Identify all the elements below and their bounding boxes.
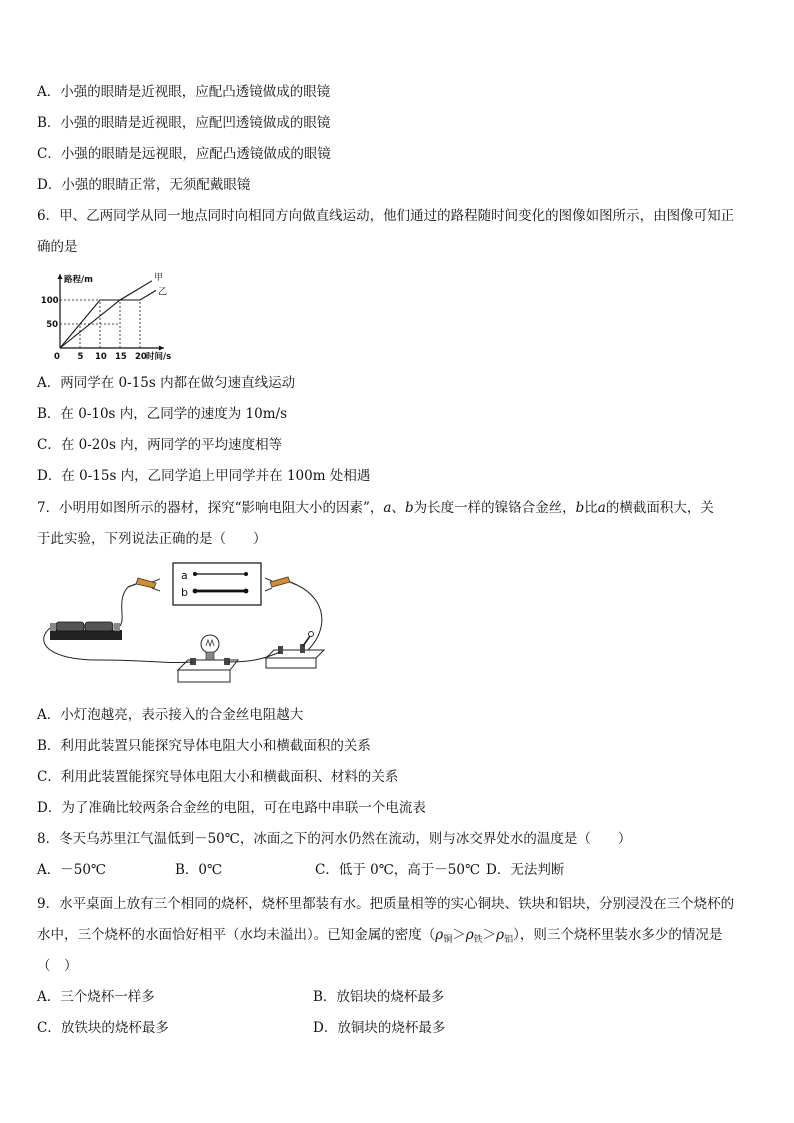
q7-stem-part4: 的横截面积大，关 (605, 500, 714, 516)
x-axis-arrow (159, 346, 164, 351)
q6-option-c: C．在 0-20s 内，两同学的平均速度相等 (37, 437, 283, 453)
q7-option-d: D．为了准确比较两条合金丝的电阻，可在电路中串联一个电流表 (37, 800, 426, 816)
q8-option-d: D．无法判断 (486, 862, 565, 878)
gt-1: ＞ (452, 927, 466, 943)
series-line-jia (60, 281, 152, 348)
sub-al: 铝 (504, 935, 514, 945)
q7-separator: 、 (391, 500, 405, 516)
rho-cu: ρ (435, 927, 444, 943)
q7-var-b2: b (575, 500, 585, 516)
q9-option-d: D．放铜块的烧杯最多 (313, 1020, 446, 1036)
circuit-diagram (38, 560, 338, 690)
series-label-yi: 乙 (158, 287, 168, 298)
y-axis-label: 路程/m (64, 275, 93, 285)
q7-stem-part3: 比 (584, 500, 598, 516)
knife-switch (266, 632, 324, 669)
q9-option-c: C．放铁块的烧杯最多 (37, 1020, 169, 1036)
q8-option-b: B．0℃ (175, 862, 223, 878)
q9-stem-line1: 9．水平桌面上放有三个相同的烧杯，烧杯里都装有水。把质量相等的实心铜块、铁块和铝块，分别浸没在三个烧杯的 (37, 896, 735, 912)
rho-al: ρ (496, 927, 505, 943)
q7-option-a: A．小灯泡越亮，表示接入的合金丝电阻越大 (37, 707, 304, 723)
wire-label-b: b (181, 586, 188, 599)
rho-fe: ρ (465, 927, 474, 943)
x-tick-label-15: 15 (115, 352, 127, 360)
sub-fe: 铁 (473, 935, 483, 945)
q7-option-b: B．利用此装置只能探究导体电阻大小和横截面积的关系 (37, 738, 371, 754)
q7-stem-part2: 为长度一样的镍铬合金丝， (413, 500, 576, 516)
bulb-board (178, 635, 238, 682)
q6-option-b: B．在 0-10s 内，乙同学的速度为 10m/s (37, 406, 288, 422)
gt-2: ＞ (482, 927, 497, 943)
q5-option-a: A．小强的眼睛是近视眼，应配凸透镜做成的眼镜 (37, 84, 331, 100)
q9-stem-part1: 水中，三个烧杯的水面恰好相平（水均未溢出）。已知金属的密度（ (37, 927, 436, 943)
y-axis-arrow (58, 274, 63, 279)
series-label-jia: 甲 (154, 272, 164, 283)
q8-stem: 8．冬天乌苏里江气温低到－50℃，冰面之下的河水仍然在流动，则与冰交界处水的温度是（ ） (37, 831, 632, 847)
bulb-icon (201, 635, 219, 653)
q7-option-c: C．利用此装置能探究导体电阻大小和横截面积、材料的关系 (37, 769, 399, 785)
q7-var-a: a (383, 500, 392, 516)
q5-option-d: D．小强的眼睛正常，无须配戴眼镜 (37, 177, 251, 193)
distance-time-chart (32, 268, 202, 360)
y-tick-label-50: 50 (46, 320, 59, 330)
q9-stem-part2: ），则三个烧杯里装水多少的情况是 (513, 927, 723, 943)
q7-stem-line1 (37, 499, 714, 517)
q7-var-b: b (404, 500, 414, 516)
battery-holder (50, 622, 122, 640)
series-line-yi (60, 290, 156, 348)
wire-label-a: a (181, 569, 188, 582)
q6-option-d: D．在 0-15s 内，乙同学追上甲同学并在 100m 处相遇 (37, 468, 371, 484)
x-tick-label-10: 10 (95, 352, 107, 360)
q9-stem-line3: （ ） (37, 958, 78, 974)
q6-option-a: A．两同学在 0-15s 内都在做匀速直线运动 (37, 375, 296, 391)
q7-stem-part1: 7．小明用如图所示的器材，探究“影响电阻大小的因素”， (37, 500, 384, 516)
y-tick-label-100: 100 (40, 296, 59, 306)
q9-option-a: A．三个烧杯一样多 (37, 989, 155, 1005)
q8-option-a: A．－50℃ (37, 862, 107, 878)
q9-stem-line2 (37, 926, 722, 949)
q5-option-c: C．小强的眼睛是远视眼，应配凸透镜做成的眼镜 (37, 146, 331, 162)
q9-option-b: B．放铝块的烧杯最多 (313, 989, 445, 1005)
x-tick-label-5: 5 (77, 352, 84, 360)
q7-stem-line2: 于此实验，下列说法正确的是（ ） (37, 531, 267, 547)
x-tick-label-20: 20 (135, 352, 147, 360)
sub-cu: 铜 (443, 935, 453, 945)
q5-option-b: B．小强的眼睛是近视眼，应配凹透镜做成的眼镜 (37, 115, 331, 131)
q7-var-a2: a (597, 500, 606, 516)
x-tick-label-0: 0 (54, 352, 60, 360)
left-alligator-clip (128, 578, 160, 591)
q8-option-c: C．低于 0℃，高于－50℃ (315, 862, 481, 878)
x-axis-label: 时间/s (146, 352, 172, 360)
q6-stem-line1: 6．甲、乙两同学从同一地点同时向相同方向做直线运动，他们通过的路程随时间变化的图像如图所示，由图像可知正 (37, 208, 735, 224)
right-alligator-clip (265, 577, 297, 591)
q6-stem-line2: 确的是 (37, 239, 78, 255)
